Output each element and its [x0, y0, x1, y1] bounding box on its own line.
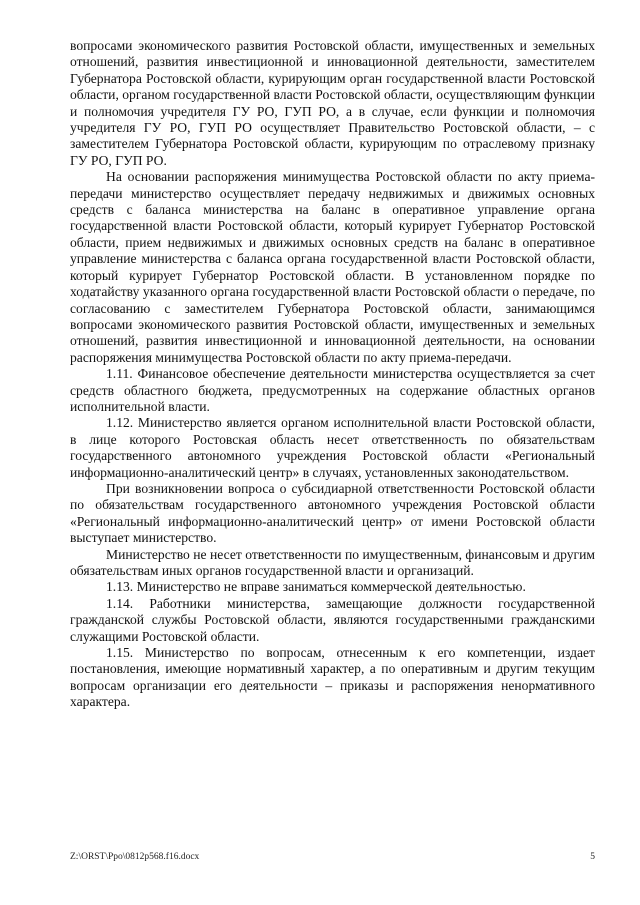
footer-file-path: Z:\ORST\Ppo\0812p568.f16.docx — [70, 852, 200, 862]
paragraph-1-14: 1.14. Работники министерства, замещающие должности государственной гражданской службы Ростовской области, являются государственными гражданскими служащими Ростовской области. — [70, 595, 595, 644]
paragraph-continuation: вопросами экономического развития Ростовской области, имущественных и земельных отношений, развития инвестиционной и инновационной деятельности, заместителем Губернатора Ростовской области, курирующим орган государственной власти Ростовской области, органом государственной власти Ростовской области, осуществляющим функции и полномочия учредителя ГУ РО, ГУП РО, а в случае, если функции и полномочия учредителя ГУ РО, ГУП РО осуществляет Правительство Ростовской области, – с заместителем Губернатора Ростовской области, курирующим по отраслевому признаку ГУ РО, ГУП РО. — [70, 38, 595, 168]
paragraph-asset-transfer: На основании распоряжения минимущества Ростовской области по акту приема-передачи министерство осуществляет передачу недвижимых и движимых основных средств с баланса министерства на баланс в оперативное управление органа государственной власти Ростовской области, который курирует Губернатор Ростовской области, прием недвижимых и движимых основных средств на баланс в оперативное управление министерства с баланса органа государственной власти Ростовской области, который курирует Губернатор Ростовской области. В установленном порядке по ходатайству указанного органа государственной власти Ростовской области о передаче, по согласованию с заместителем Губернатора Ростовской области, занимающимся вопросами экономического развития Ростовской области, имущественных и земельных отношений, развития инвестиционной и инновационной деятельности, на основании распоряжения минимущества Ростовской области по акту приема-передачи. — [70, 169, 595, 365]
paragraph-1-11: 1.11. Финансовое обеспечение деятельности министерства осуществляется за счет средств областного бюджета, предусмотренных на содержание областных органов исполнительной власти. — [70, 366, 595, 414]
page-footer — [70, 852, 595, 862]
paragraph-no-liability: Министерство не несет ответственности по имущественным, финансовым и другим обязательствам иных органов государственной власти и организаций. — [70, 546, 595, 578]
page-number: 5 — [590, 852, 595, 862]
paragraph-subsidiary-liability: При возникновении вопроса о субсидиарной ответственности Ростовской области по обязательствам государственного автономного учреждения Ростовской области «Региональный информационно-аналитический центр» от имени Ростовской области выступает министерство. — [70, 480, 595, 546]
document-body — [70, 38, 595, 711]
paragraph-1-13: 1.13. Министерство не вправе заниматься коммерческой деятельностью. — [106, 579, 526, 595]
paragraph-1-15: 1.15. Министерство по вопросам, отнесенным к его компетенции, издает постановления, имеющие нормативный характер, а по оперативным и другим текущим вопросам организации его деятельности – приказы и распоряжения ненормативного характера. — [70, 645, 595, 710]
paragraph-1-12: 1.12. Министерство является органом исполнительной власти Ростовской области, в лице которого Ростовская область несет ответственность по обязательствам государственного автономного учреждения Ростовской области «Региональный информационно-аналитический центр» в случаях, установленных законодательством. — [70, 415, 595, 480]
